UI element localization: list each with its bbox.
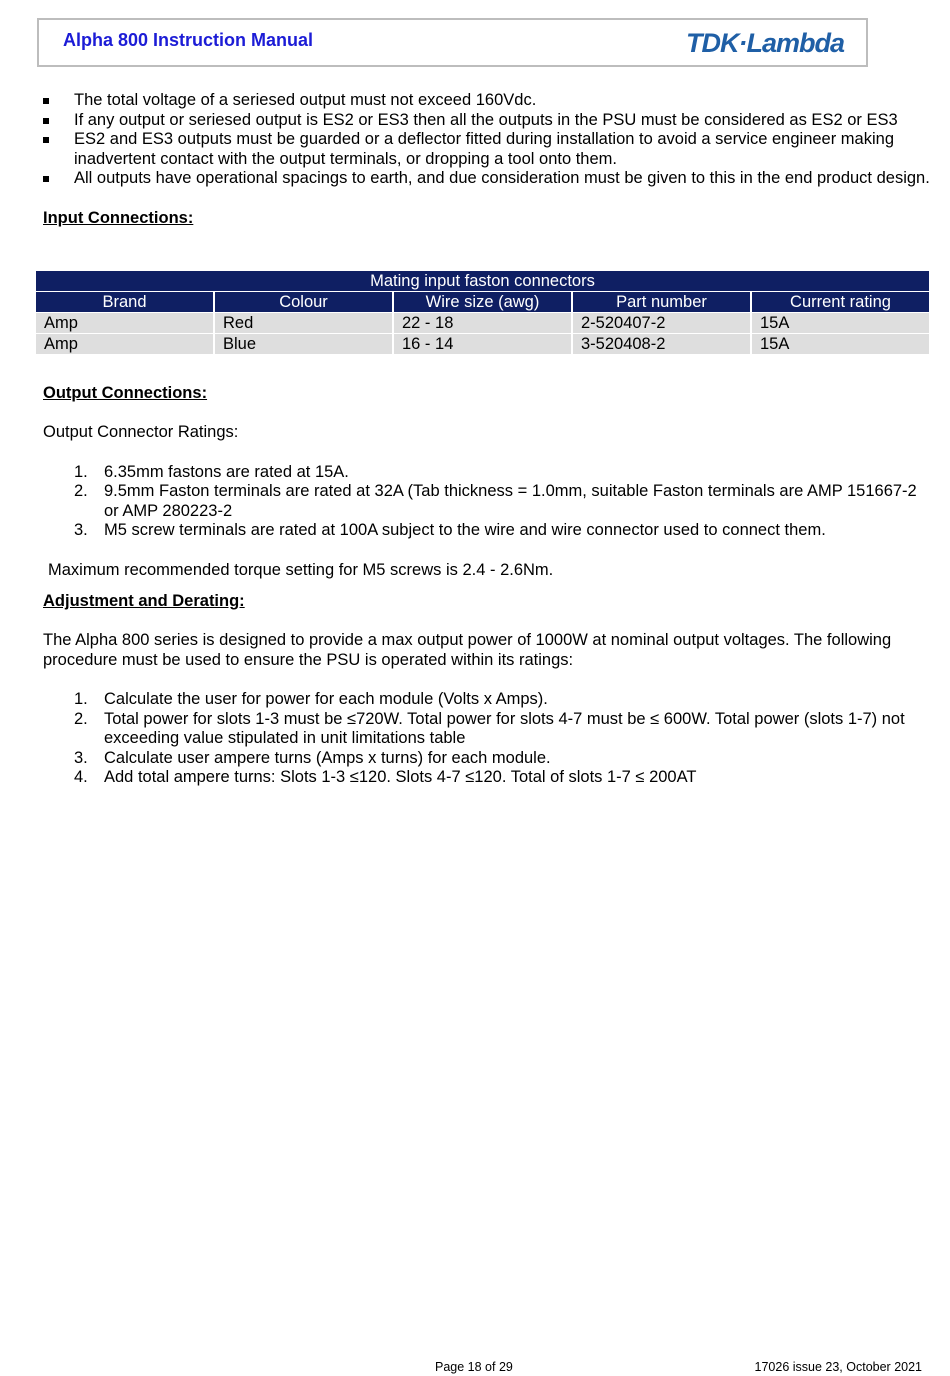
output-connector-ratings-label: Output Connector Ratings: xyxy=(43,423,239,442)
input-connections-heading: Input Connections: xyxy=(43,208,194,227)
table-cell: Blue xyxy=(215,334,392,354)
column-header: Wire size (awg) xyxy=(394,292,571,312)
page-header xyxy=(37,18,868,67)
bullet-square-icon xyxy=(43,137,49,143)
list-item: 1. Calculate the user for power for each module (Volts x Amps). xyxy=(74,690,548,709)
bullet-square-icon xyxy=(43,176,49,182)
safety-bullet-list xyxy=(43,91,933,189)
column-header: Brand xyxy=(36,292,213,312)
issue-info: 17026 issue 23, October 2021 xyxy=(754,1360,922,1374)
list-item: 2. Total power for slots 1-3 must be ≤720W. Total power for slots 4-7 must be ≤ 600W. Total power (slots 1-7) not exceeding value stipulated in unit limitations table xyxy=(74,709,905,748)
page-content xyxy=(43,91,933,788)
bullet-item: ES2 and ES3 outputs must be guarded or a deflector fitted during installation to avoid a service engineer making inadvertent contact with the output terminals, or dropping a tool onto them. xyxy=(43,130,933,169)
table-cell: 15A xyxy=(752,313,929,333)
table-cell: 15A xyxy=(752,334,929,354)
table-cell: 16 - 14 xyxy=(394,334,571,354)
adjustment-intro: The Alpha 800 series is designed to provide a max output power of 1000W at nominal output voltages. The following procedure must be used to ensure the PSU is operated within its ratings: xyxy=(43,631,892,669)
derating-steps-list xyxy=(43,690,933,788)
table-header-row xyxy=(36,292,929,312)
list-item: 4. Add total ampere turns: Slots 1-3 ≤120. Slots 4-7 ≤120. Total of slots 1-7 ≤ 200AT xyxy=(74,768,697,787)
table-cell: Red xyxy=(215,313,392,333)
list-item: 3. M5 screw terminals are rated at 100A subject to the wire and wire connector used to connect them. xyxy=(74,521,826,540)
bullet-item: All outputs have operational spacings to earth, and due consideration must be given to this in the end product design. xyxy=(43,169,933,189)
table-cell: Amp xyxy=(36,334,213,354)
manual-title: Alpha 800 Instruction Manual xyxy=(63,30,314,50)
table-row xyxy=(36,313,929,333)
table-row xyxy=(36,334,929,354)
tdk-lambda-logo: TDK·Lambda xyxy=(686,28,844,58)
output-connections-heading: Output Connections: xyxy=(43,384,208,403)
table-cell: 2-520407-2 xyxy=(573,313,750,333)
table-title: Mating input faston connectors xyxy=(36,271,929,291)
adjustment-heading: Adjustment and Derating: xyxy=(43,592,245,611)
page-number: Page 18 of 29 xyxy=(435,1360,513,1374)
torque-note: Maximum recommended torque setting for M5 screws is 2.4 - 2.6Nm. xyxy=(48,560,554,579)
bullet-square-icon xyxy=(43,118,49,124)
column-header: Colour xyxy=(215,292,392,312)
list-item: 1. 6.35mm fastons are rated at 15A. xyxy=(74,462,349,481)
faston-connectors-table xyxy=(34,270,931,355)
table-cell: Amp xyxy=(36,313,213,333)
bullet-item: The total voltage of a seriesed output must not exceed 160Vdc. xyxy=(43,91,933,111)
bullet-square-icon xyxy=(43,98,49,104)
list-item: 3. Calculate user ampere turns (Amps x turns) for each module. xyxy=(74,748,551,767)
table-cell: 22 - 18 xyxy=(394,313,571,333)
column-header: Part number xyxy=(573,292,750,312)
table-cell: 3-520408-2 xyxy=(573,334,750,354)
column-header: Current rating xyxy=(752,292,929,312)
output-ratings-list xyxy=(43,463,933,541)
bullet-item: If any output or seriesed output is ES2 or ES3 then all the outputs in the PSU must be considered as ES2 or ES3 xyxy=(43,111,933,131)
list-item: 2. 9.5mm Faston terminals are rated at 32A (Tab thickness = 1.0mm, suitable Faston terminals are AMP 151667-2 or AMP 280223-2 xyxy=(74,482,917,520)
